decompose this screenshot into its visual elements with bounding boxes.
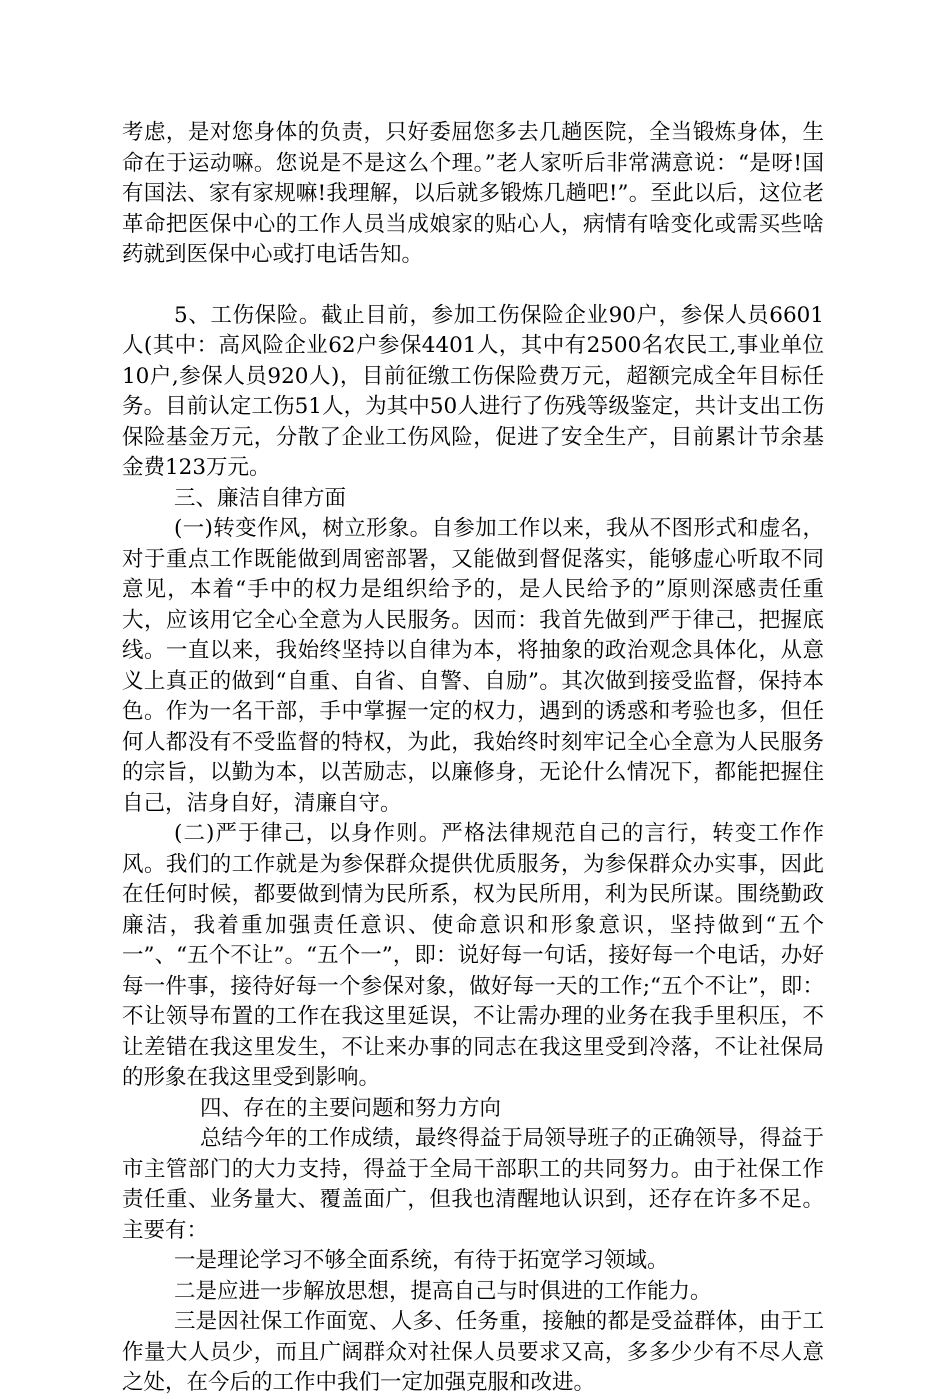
paragraph-work-injury-insurance: 5、工伤保险。截止目前，参加工伤保险企业90户，参保人员6601人(其中：高风险企业62户参保4401人，其中有2500名农民工,事业单位10户,参保人员920人)，目前征缴工伤保险费万元，超额完成全年目标任务。目前认定工伤51人，为其中50人进行了伤残等级鉴定，共计支出工伤保险基金万元，分散了企业工伤风险，促进了安全生产，目前累计节余基金费123万元。 xyxy=(122,302,824,480)
section-heading-integrity: 三、廉洁自律方面 xyxy=(174,485,347,511)
list-item-one: 一是理论学习不够全面系统，有待于拓宽学习领域。 xyxy=(174,1248,669,1273)
paragraph-continuation: 考虑，是对您身体的负责，只好委屈您多去几趟医院，全当锻炼身体，生命在于运动嘛。您说是不是这么个理。”老人家听后非常满意说：“是呀!国有国法、家有家规嘛!我理解，以后就多锻炼几趟吧!”。至此以后，这位老革命把医保中心的工作人员当成娘家的贴心人，病情有啥变化或需买些啥药就到医保中心或打电话告知。 xyxy=(122,120,824,267)
paragraph-summary: 总结今年的工作成绩，最终得益于局领导班子的正确领导，得益于市主管部门的大力支持，得益于全局干部职工的共同努力。由于社保工作责任重、业务量大、覆盖面广，但我也清醒地认识到，还存在许多不足。主要有： xyxy=(122,1126,824,1243)
list-item-three: 三是因社保工作面宽、人多、任务重，接触的都是受益群体，由于工作量大人员少，而且广阔群众对社保人员要求又高，多多少少有不尽人意之处，在今后的工作中我们一定加强克服和改进。 xyxy=(122,1309,824,1395)
section-heading-problems: 四、存在的主要问题和努力方向 xyxy=(200,1095,502,1121)
paragraph-change-style: (一)转变作风，树立形象。自参加工作以来，我从不图形式和虚名，对于重点工作既能做到周密部署，又能做到督促落实，能够虚心听取不同意见，本着“手中的权力是组织给予的，是人民给予的”原则深感责任重大，应该用它全心全意为人民服务。因而：我首先做到严于律己，把握底线。一直以来，我始终坚持以自律为本，将抽象的政治观念具体化，从意义上真正的做到“自重、自省、自警、自励”。其次做到接受监督，保持本色。作为一名干部，手中掌握一定的权力，遇到的诱惑和考验也多，但任何人都没有不受监督的特权，为此，我始终时刻牢记全心全意为人民服务的宗旨，以勤为本，以苦励志，以廉修身，无论什么情况下，都能把握住自己，洁身自好，清廉自守。 xyxy=(122,516,824,816)
list-item-two: 二是应进一步解放思想，提高自己与时俱进的工作能力。 xyxy=(174,1278,712,1304)
paragraph-gap xyxy=(122,271,824,301)
document-body xyxy=(122,118,824,1399)
paragraph-self-discipline: (二)严于律己，以身作则。严格法律规范自己的言行，转变工作作风。我们的工作就是为参保群众提供优质服务，为参保群众办实事，因此在任何时候，都要做到情为民所系，权为民所用，利为民所谋。围绕勤政廉洁，我着重加强责任意识、使命意识和形象意识，坚持做到“五个一”、“五个不让”。“五个一”，即：说好每一句话，接好每一个电话，办好每一件事，接待好每一个参保对象，做好每一天的工作;“五个不让”，即：不让领导布置的工作在我这里延误，不让需办理的业务在我手里积压，不让差错在我这里发生，不让来办事的同志在我这里受到冷落，不让社保局的形象在我这里受到影响。 xyxy=(122,821,824,1090)
